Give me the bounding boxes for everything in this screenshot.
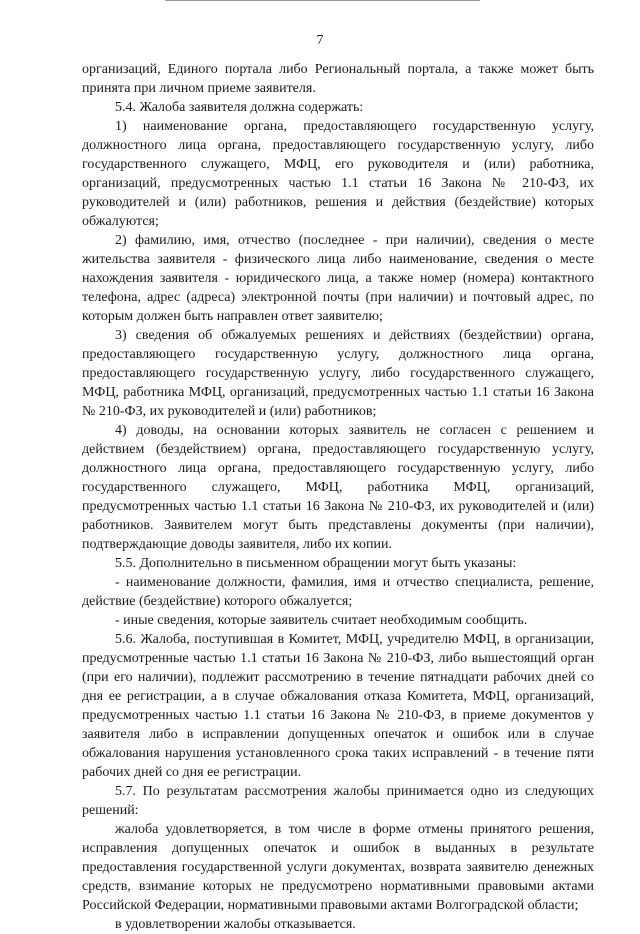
paragraph-5-7-heading: 5.7. По результатам рассмотрения жалобы принимается одно из следующих решений: [82, 784, 594, 818]
paragraph-5-4-item-3: 3) сведения об обжалуемых решениях и действиях (бездействии) органа, предоставляющего государственную услугу, должностного лица органа, предоставляющего государственную услугу, либо государственного служащего, МФЦ, работника МФЦ, организаций, предусмотренных частью 1.1 статьи 16 Закона № 210-ФЗ, их руководителей и (или) работников; [82, 328, 594, 419]
paragraph-5-5-item-1: - наименование должности, фамилия, имя и отчество специалиста, решение, действие (бездействие) которого обжалуется; [82, 575, 594, 609]
document-body [82, 60, 594, 934]
paragraph-5-4-item-1: 1) наименование органа, предоставляющего государственную услугу, должностного лица органа, предоставляющего государственную услугу, либо государственного служащего, МФЦ, его руководителя и (или) работника, организаций, предусмотренных частью 1.1 статьи 16 Закона № 210-ФЗ, их руководителей и (или) работников, решения и действия (бездействие) которых обжалуются; [82, 119, 594, 229]
page-number: 7 [316, 33, 324, 48]
scan-top-edge-line [165, 0, 480, 1]
paragraph-5-4-item-4: 4) доводы, на основании которых заявитель не согласен с решением и действием (бездействием) органа, предоставляющего государственную услугу, должностного лица органа, предоставляющего государственную услугу, либо государственного служащего, МФЦ, работника МФЦ, организаций, предусмотренных частью 1.1 статьи 16 Закона № 210-ФЗ, их руководителей и (или) работников. Заявителем могут быть представлены документы (при наличии), подтверждающие доводы заявителя, либо их копии. [82, 423, 594, 552]
paragraph-5-5-item-2: - иные сведения, которые заявитель считает необходимым сообщить. [115, 613, 528, 628]
paragraph-5-7-item-2: в удовлетворении жалобы отказывается. [115, 917, 356, 932]
paragraph-5-4-heading: 5.4. Жалоба заявителя должна содержать: [115, 100, 364, 115]
paragraph-5-4-item-2: 2) фамилию, имя, отчество (последнее - при наличии), сведения о месте жительства заявителя - физического лица либо наименование, сведения о месте нахождения заявителя - юридического лица, а также номер (номера) контактного телефона, адрес (адреса) электронной почты (при наличии) и почтовый адрес, по которым должен быть направлен ответ заявителю; [82, 233, 594, 324]
paragraph-5-5-heading: 5.5. Дополнительно в письменном обращении могут быть указаны: [115, 556, 517, 571]
paragraph-5-6: 5.6. Жалоба, поступившая в Комитет, МФЦ, учредителю МФЦ, в организации, предусмотренные частью 1.1 статьи 16 Закона № 210-ФЗ, либо вышестоящий орган (при его наличии), подлежит рассмотрению в течение пятнадцати рабочих дней со дня ее регистрации, а в случае обжалования отказа Комитета, МФЦ, организаций, предусмотренных частью 1.1 статьи 16 Закона № 210-ФЗ, в приеме документов у заявителя либо в исправлении допущенных опечаток и ошибок или в случае обжалования нарушения установленного срока таких исправлений - в течение пяти рабочих дней со дня ее регистрации. [82, 632, 594, 780]
paragraph-5-7-item-1: жалоба удовлетворяется, в том числе в форме отмены принятого решения, исправления допущенных опечаток и ошибок в выданных в результате предоставления государственной услуги документах, возврата заявителю денежных средств, взимание которых не предусмотрено нормативными правовыми актами Российской Федерации, нормативными правовыми актами Волгоградской области; [82, 822, 594, 913]
paragraph-continuation: организаций, Единого портала либо Региональный портала, а также может быть принята при личном приеме заявителя. [82, 62, 594, 96]
